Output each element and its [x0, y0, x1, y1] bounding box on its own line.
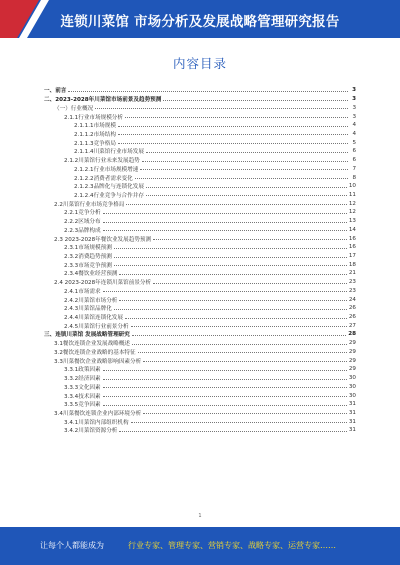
toc-entry[interactable]: [44, 217, 356, 226]
toc-entry-page: 17: [348, 253, 356, 260]
toc-dot-leader: [132, 335, 346, 336]
page-number: 1: [198, 513, 202, 519]
toc-entry-label: 2.3 2023-2028年餐饮业发展趋势预测: [54, 236, 152, 243]
toc-entry-page: 28: [348, 331, 356, 338]
toc-entry-label: 2.2.1竞争分析: [64, 210, 101, 217]
toc-entry-label: 2.1.1.2市场结构: [74, 131, 116, 138]
toc-dot-leader: [119, 300, 346, 301]
toc-entry[interactable]: [44, 156, 356, 165]
toc-entry-page: 8: [352, 174, 356, 181]
toc-dot-leader: [103, 230, 347, 231]
toc-entry-label: 2.1.1.4川菜馆行业市场发展: [74, 149, 144, 156]
toc-entry[interactable]: [44, 287, 356, 296]
toc-entry-page: 3: [352, 113, 356, 120]
toc-entry[interactable]: [44, 382, 356, 391]
toc-entry-label: 3.3.5竞争因素: [64, 402, 101, 409]
toc-dot-leader: [146, 195, 347, 196]
toc-entry-page: 6: [352, 157, 356, 164]
toc-entry[interactable]: [44, 417, 356, 426]
toc-entry[interactable]: [44, 121, 356, 130]
toc-dot-leader: [138, 352, 347, 353]
toc-entry[interactable]: [44, 191, 356, 200]
toc-dot-leader: [68, 91, 348, 92]
toc-entry-page: 31: [348, 418, 356, 425]
toc-dot-leader: [140, 169, 348, 170]
table-of-contents: [44, 86, 356, 435]
toc-entry-label: 3.2餐饮连锁企业战略的基本特征: [54, 349, 136, 356]
toc-entry-page: 23: [348, 279, 356, 286]
toc-dot-leader: [153, 239, 347, 240]
toc-entry-page: 24: [348, 296, 356, 303]
toc-entry[interactable]: [44, 426, 356, 435]
toc-entry-label: 2.1.1行业市场规模分析: [64, 114, 123, 121]
toc-entry[interactable]: [44, 295, 356, 304]
toc-dot-leader: [118, 143, 348, 144]
toc-dot-leader: [143, 361, 347, 362]
toc-entry-label: 2.2川菜馆行业市场竞争格局: [54, 201, 125, 208]
toc-dot-leader: [114, 248, 347, 249]
toc-entry-label: 3.3.3文化因素: [64, 384, 101, 391]
toc-entry-label: 三、连锁川菜馆 发展战略管理研究: [44, 332, 130, 339]
toc-dot-leader: [153, 283, 347, 284]
toc-heading: 内容目录: [172, 56, 227, 71]
toc-entry-label: 2.1.1.1市场规模: [74, 123, 116, 130]
toc-entry[interactable]: [44, 260, 356, 269]
toc-entry-page: 4: [352, 130, 356, 137]
toc-dot-leader: [132, 344, 347, 345]
toc-dot-leader: [125, 318, 347, 319]
toc-entry-label: 2.4.1市场需求: [64, 288, 101, 295]
toc-entry-label: 二、2023-2028年川菜馆市场前景及趋势预测: [44, 97, 162, 104]
toc-dot-leader: [95, 108, 348, 109]
toc-entry-label: 3.3.1政策因素: [64, 367, 101, 374]
toc-entry[interactable]: [44, 234, 356, 243]
toc-dot-leader: [131, 422, 347, 423]
toc-entry[interactable]: [44, 304, 356, 313]
toc-entry-label: 2.3.1市场规模预测: [64, 245, 112, 252]
toc-entry-label: 2.1.2川菜馆行业未来发展趋势: [64, 158, 140, 165]
toc-entry-page: 11: [348, 191, 356, 198]
toc-dot-leader: [103, 213, 347, 214]
toc-entry-label: 2.4 2023-2028年连锁川菜馆前景分析: [54, 280, 152, 287]
toc-entry-label: 2.4.4川菜馆连锁化发展: [64, 315, 123, 322]
toc-entry[interactable]: [44, 356, 356, 365]
toc-dot-leader: [125, 117, 348, 118]
toc-dot-leader: [131, 326, 347, 327]
toc-dot-leader: [118, 134, 348, 135]
toc-dot-leader: [114, 257, 347, 258]
toc-entry[interactable]: [44, 269, 356, 278]
toc-entry-page: 16: [348, 235, 356, 242]
toc-entry[interactable]: [44, 313, 356, 322]
toc-entry-page: 30: [348, 383, 356, 390]
toc-entry[interactable]: [44, 391, 356, 400]
toc-entry[interactable]: [44, 199, 356, 208]
toc-entry-label: 2.1.2.2消费者需求变化: [74, 175, 133, 182]
toc-entry[interactable]: [44, 86, 356, 95]
toc-entry-label: 3.4川菜餐饮连锁企业内部环境分析: [54, 410, 142, 417]
toc-dot-leader: [103, 291, 347, 292]
toc-dot-leader: [114, 309, 347, 310]
toc-entry-label: 2.2.2区域分布: [64, 219, 101, 226]
footer-roles: 行业专家、管理专家、营销专家、战略专家、运营专家……: [128, 541, 336, 550]
toc-entry[interactable]: [44, 374, 356, 383]
toc-entry-page: 3: [352, 104, 356, 111]
toc-entry-label: 3.3.2经济因素: [64, 376, 101, 383]
toc-entry-page: 13: [348, 218, 356, 225]
toc-entry-page: 29: [348, 340, 356, 347]
toc-dot-leader: [103, 222, 347, 223]
toc-entry-page: 21: [348, 270, 356, 277]
toc-entry-page: 16: [348, 244, 356, 251]
toc-entry-label: 2.3.4餐饮业经营预测: [64, 271, 118, 278]
toc-entry-label: 2.1.2.1行业市场规模增速: [74, 166, 139, 173]
toc-dot-leader: [103, 370, 347, 371]
toc-entry-label: 3.3川菜餐饮企业战略影响因素分析: [54, 358, 142, 365]
toc-entry-label: 2.4.5川菜馆行业前景分析: [64, 323, 129, 330]
toc-entry[interactable]: [44, 243, 356, 252]
toc-entry-page: 12: [348, 200, 356, 207]
toc-entry-page: 23: [348, 287, 356, 294]
toc-entry[interactable]: [44, 130, 356, 139]
toc-dot-leader: [119, 274, 346, 275]
toc-entry-page: 31: [348, 427, 356, 434]
toc-entry-page: 10: [348, 183, 356, 190]
toc-dot-leader: [103, 396, 347, 397]
footer-slogan: 让每个人都能成为: [40, 541, 104, 550]
toc-entry-page: 26: [348, 314, 356, 321]
toc-entry[interactable]: [44, 278, 356, 287]
toc-entry-page: 29: [348, 348, 356, 355]
toc-entry-label: 2.3.3市场竞争预测: [64, 262, 112, 269]
toc-entry-label: 2.4.3川菜馆品牌化: [64, 306, 112, 313]
toc-entry-label: （一）行业概况: [54, 105, 94, 112]
toc-dot-leader: [143, 413, 347, 414]
toc-dot-leader: [103, 387, 347, 388]
toc-entry[interactable]: [44, 330, 356, 339]
toc-entry-label: 3.3.4技术因素: [64, 393, 101, 400]
toc-entry-page: 6: [352, 148, 356, 155]
toc-entry-page: 26: [348, 305, 356, 312]
toc-dot-leader: [103, 379, 347, 380]
toc-entry-page: 5: [352, 139, 356, 146]
toc-entry-page: 31: [348, 409, 356, 416]
toc-entry-page: 29: [348, 357, 356, 364]
toc-dot-leader: [103, 405, 347, 406]
toc-dot-leader: [142, 161, 348, 162]
toc-entry-page: 14: [348, 226, 356, 233]
report-title: 连锁川菜馆 市场分析及发展战略管理研究报告: [60, 14, 340, 30]
toc-entry-page: 7: [352, 165, 356, 172]
toc-entry-page: 29: [348, 366, 356, 373]
toc-entry-label: 3.1餐饮连锁企业发展战略概述: [54, 341, 131, 348]
toc-entry[interactable]: [44, 208, 356, 217]
toc-entry-page: 12: [348, 209, 356, 216]
toc-entry[interactable]: [44, 103, 356, 112]
toc-entry-page: 31: [348, 401, 356, 408]
toc-entry[interactable]: [44, 252, 356, 261]
toc-entry[interactable]: [44, 409, 356, 418]
toc-entry[interactable]: [44, 226, 356, 235]
toc-entry-label: 3.4.2川菜馆资源分析: [64, 428, 118, 435]
toc-entry[interactable]: [44, 348, 356, 357]
toc-entry-label: 2.1.2.3品牌化与连锁化发展: [74, 184, 144, 191]
toc-dot-leader: [118, 126, 348, 127]
toc-dot-leader: [146, 187, 347, 188]
toc-dot-leader: [126, 204, 346, 205]
toc-entry-page: 30: [348, 392, 356, 399]
toc-entry[interactable]: [44, 164, 356, 173]
toc-dot-leader: [114, 265, 347, 266]
toc-dot-leader: [135, 178, 348, 179]
toc-entry[interactable]: [44, 138, 356, 147]
toc-entry-label: 2.1.1.3竞争格局: [74, 140, 116, 147]
toc-dot-leader: [119, 431, 346, 432]
report-header-banner: [0, 0, 400, 38]
toc-entry[interactable]: [44, 400, 356, 409]
toc-entry[interactable]: [44, 112, 356, 121]
toc-entry-page: 3: [352, 87, 356, 94]
toc-entry-label: 2.1.2.4行业竞争与合作并存: [74, 192, 144, 199]
toc-entry[interactable]: [44, 147, 356, 156]
toc-dot-leader: [163, 100, 348, 101]
toc-entry-label: 2.2.3品牌构成: [64, 227, 101, 234]
toc-entry-page: 30: [348, 375, 356, 382]
footer-banner: [0, 527, 400, 565]
toc-entry[interactable]: [44, 321, 356, 330]
toc-entry-label: 2.4.2川菜馆市场分析: [64, 297, 118, 304]
toc-entry[interactable]: [44, 365, 356, 374]
toc-entry[interactable]: [44, 95, 356, 104]
toc-entry-page: 3: [352, 96, 356, 103]
toc-entry[interactable]: [44, 182, 356, 191]
toc-entry-page: 4: [352, 122, 356, 129]
toc-entry[interactable]: [44, 339, 356, 348]
toc-entry[interactable]: [44, 173, 356, 182]
toc-entry-page: 18: [348, 261, 356, 268]
toc-dot-leader: [146, 152, 348, 153]
toc-entry-page: 27: [348, 322, 356, 329]
toc-entry-label: 3.4.1川菜馆内部组织机构: [64, 419, 129, 426]
toc-entry-label: 2.3.2消费趋势预测: [64, 254, 112, 261]
toc-entry-label: 一、前言: [44, 88, 67, 95]
